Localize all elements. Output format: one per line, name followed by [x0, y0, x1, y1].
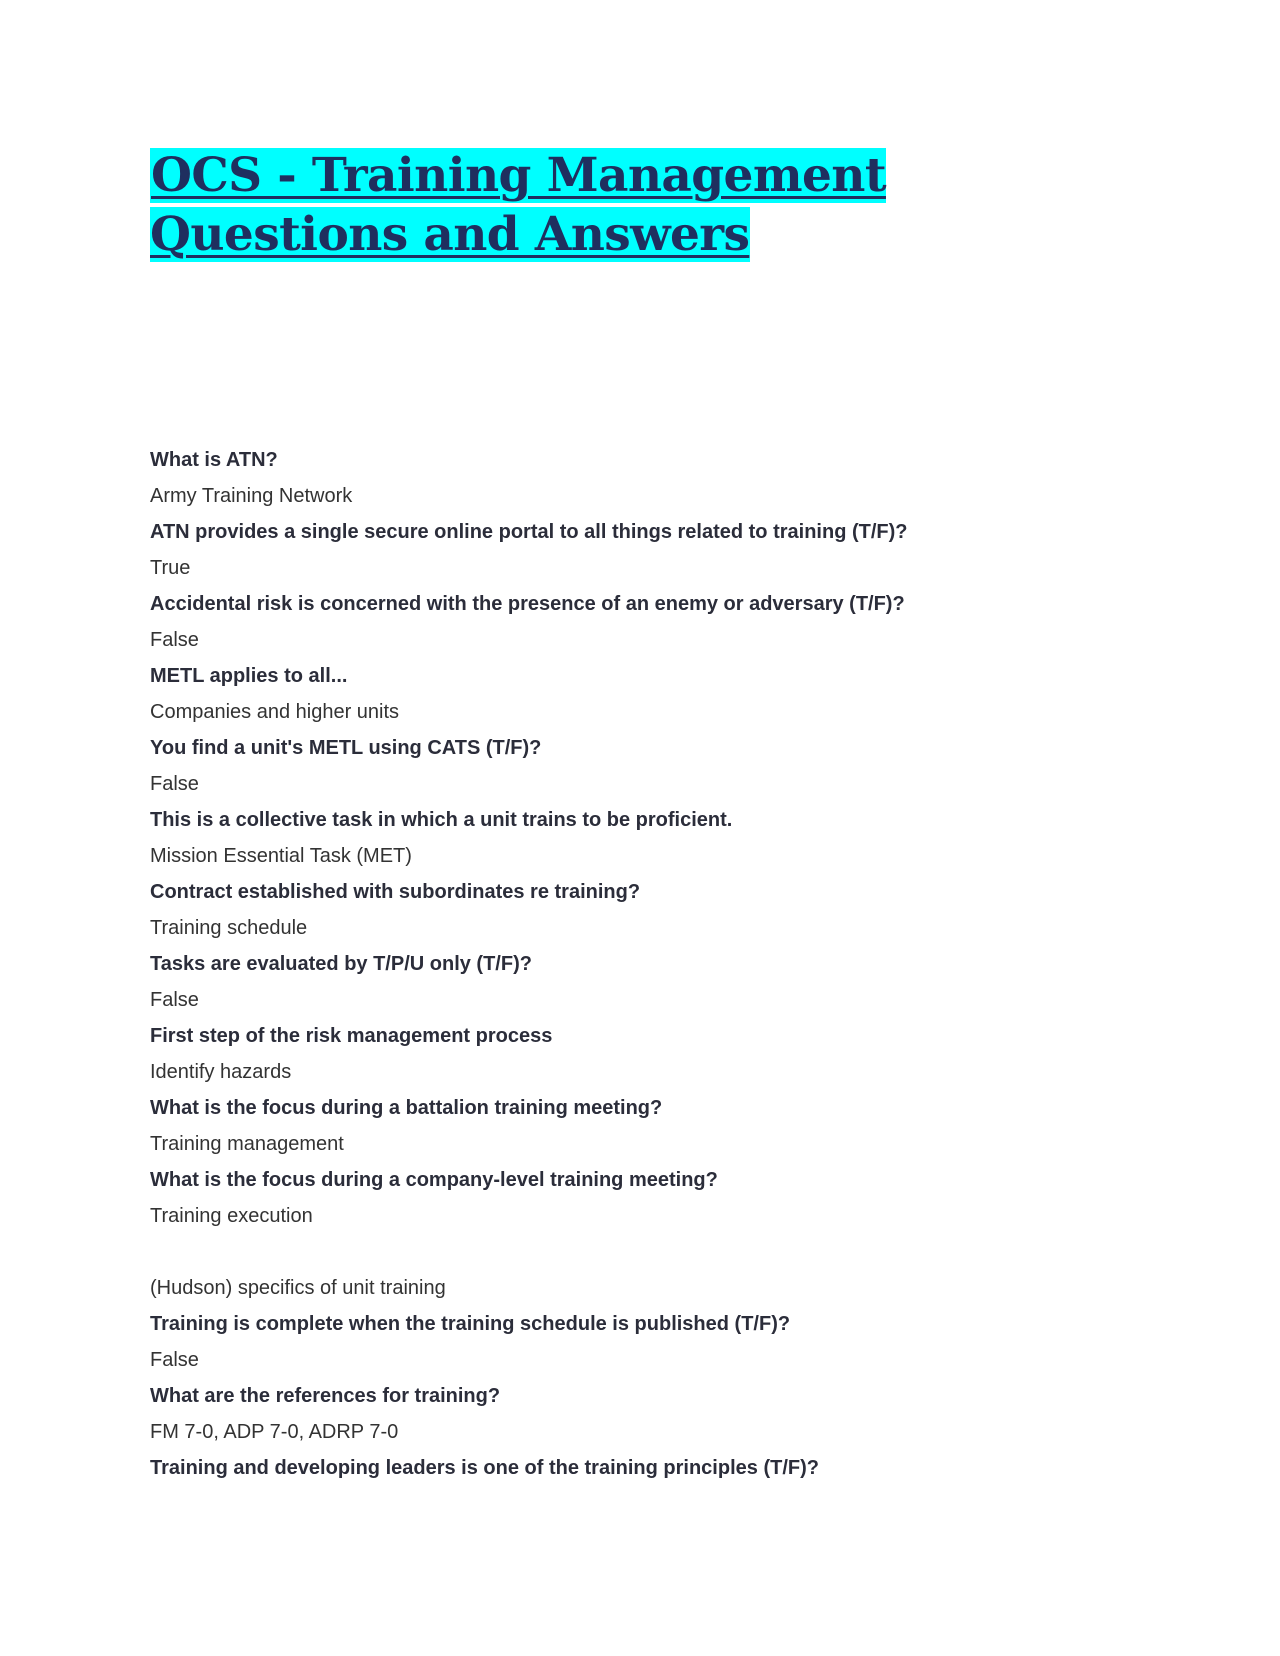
question-2: ATN provides a single secure online portal to all things related to training (T/F)?	[150, 521, 908, 543]
answer-8: False	[150, 989, 199, 1011]
question-9: First step of the risk management process	[150, 1025, 553, 1047]
answer-14: FM 7-0, ADP 7-0, ADRP 7-0	[150, 1421, 399, 1443]
question-5: You find a unit's METL using CATS (T/F)?	[150, 737, 542, 759]
question-12-empty	[150, 1234, 1150, 1270]
question-6: This is a collective task in which a unit trains to be proficient.	[150, 809, 733, 831]
answer-12: (Hudson) specifics of unit training	[150, 1277, 446, 1299]
question-7: Contract established with subordinates re training?	[150, 881, 641, 903]
document-title	[150, 146, 1140, 264]
question-10: What is the focus during a battalion training meeting?	[150, 1097, 663, 1119]
answer-11: Training execution	[150, 1205, 313, 1227]
answer-1: Army Training Network	[150, 485, 353, 507]
answer-9: Identify hazards	[150, 1061, 292, 1083]
question-14: What are the references for training?	[150, 1385, 501, 1407]
answer-10: Training management	[150, 1133, 344, 1155]
question-15: Training and developing leaders is one of the training principles (T/F)?	[150, 1457, 819, 1479]
question-11: What is the focus during a company-level training meeting?	[150, 1169, 718, 1191]
answer-6: Mission Essential Task (MET)	[150, 845, 412, 867]
answer-7: Training schedule	[150, 917, 308, 939]
question-3: Accidental risk is concerned with the presence of an enemy or adversary (T/F)?	[150, 593, 905, 615]
question-8: Tasks are evaluated by T/P/U only (T/F)?	[150, 953, 532, 975]
answer-3: False	[150, 629, 199, 651]
question-1: What is ATN?	[150, 449, 278, 471]
qa-list	[150, 442, 1150, 1486]
answer-13: False	[150, 1349, 199, 1371]
answer-2: True	[150, 557, 191, 579]
question-13: Training is complete when the training schedule is published (T/F)?	[150, 1313, 791, 1335]
question-4: METL applies to all...	[150, 665, 348, 687]
answer-5: False	[150, 773, 199, 795]
answer-4: Companies and higher units	[150, 701, 400, 723]
title-highlight: OCS - Training Management Questions and Answers	[150, 148, 886, 262]
